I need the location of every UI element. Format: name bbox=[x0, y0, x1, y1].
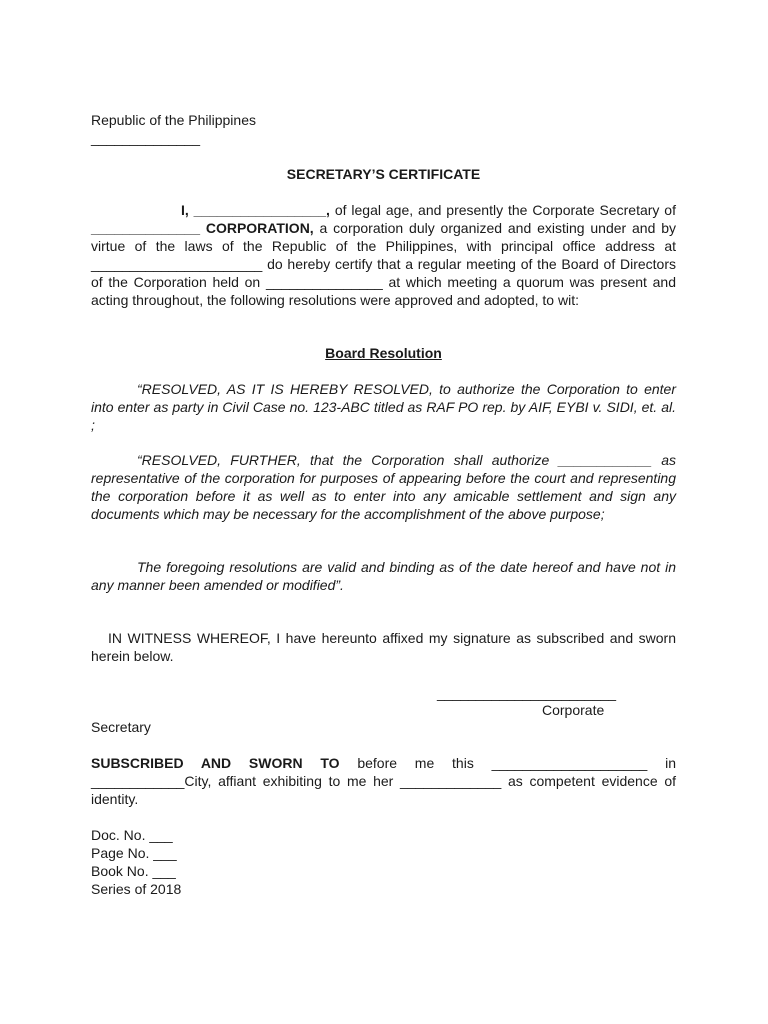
board-resolution-heading: Board Resolution bbox=[325, 345, 442, 361]
notary-details bbox=[91, 826, 676, 898]
republic-line: Republic of the Philippines bbox=[91, 112, 256, 128]
header-block bbox=[91, 111, 676, 147]
signature-title-corporate: Corporate bbox=[542, 702, 605, 718]
jurat-bold-lead: SUBSCRIBED AND SWORN TO bbox=[91, 755, 340, 771]
corporation-name-blank: ______________ CORPORATION, bbox=[91, 220, 314, 236]
jurat-text: before me this ____________________ in ____________City, affiant exhibiting to me her _____________ as competent evidence of identity. bbox=[91, 755, 676, 807]
series: Series of 2018 bbox=[91, 881, 182, 897]
resolution-2: “RESOLVED, FURTHER, that the Corporation shall authorize ____________ as representative of the corporation for purposes of appearing before the court and representing the corporation before it as well as to enter into any amicable settlement and sign any documents which may be necessary for the accomplishment of the above purpose; bbox=[91, 452, 676, 522]
doc-no: Doc. No. ___ bbox=[91, 827, 173, 843]
jurat-paragraph bbox=[91, 754, 676, 808]
location-blank-line: ______________ bbox=[91, 130, 201, 146]
resolution-3: The foregoing resolutions are valid and binding as of the date hereof and have not in any manner been amended or modified”. bbox=[91, 559, 676, 593]
secretary-name-blank: I, _________________, bbox=[181, 202, 330, 218]
resolution-1: “RESOLVED, AS IT IS HEREBY RESOLVED, to authorize the Corporation to enter into enter as party in Civil Case no. 123-ABC titled as RAF PO rep. by AIF, EYBI v. SIDI, et. al. ; bbox=[91, 381, 676, 433]
intro-paragraph bbox=[91, 201, 676, 309]
page-no: Page No. ___ bbox=[91, 845, 177, 861]
signature-title-secretary: Secretary bbox=[91, 719, 151, 735]
certificate-title: SECRETARY’S CERTIFICATE bbox=[286, 166, 481, 182]
signature-line: _______________________ bbox=[437, 685, 617, 701]
witness-paragraph: IN WITNESS WHEREOF, I have hereunto affixed my signature as subscribed and sworn herein below. bbox=[91, 630, 676, 664]
book-no: Book No. ___ bbox=[91, 863, 176, 879]
intro-text-2: a corporation duly organized and existing under and by virtue of the laws of the Republic of the Philippines, with principal office address at ______________________ do hereby certify that a regular meeting of the Board of Directors of the Corporation held on _______________ at which meeting a quorum was present and acting throughout, the following resolutions were approved and adopted, to wit: bbox=[91, 220, 676, 308]
intro-text-1: of legal age, and presently the Corporate Secretary of bbox=[329, 202, 676, 218]
